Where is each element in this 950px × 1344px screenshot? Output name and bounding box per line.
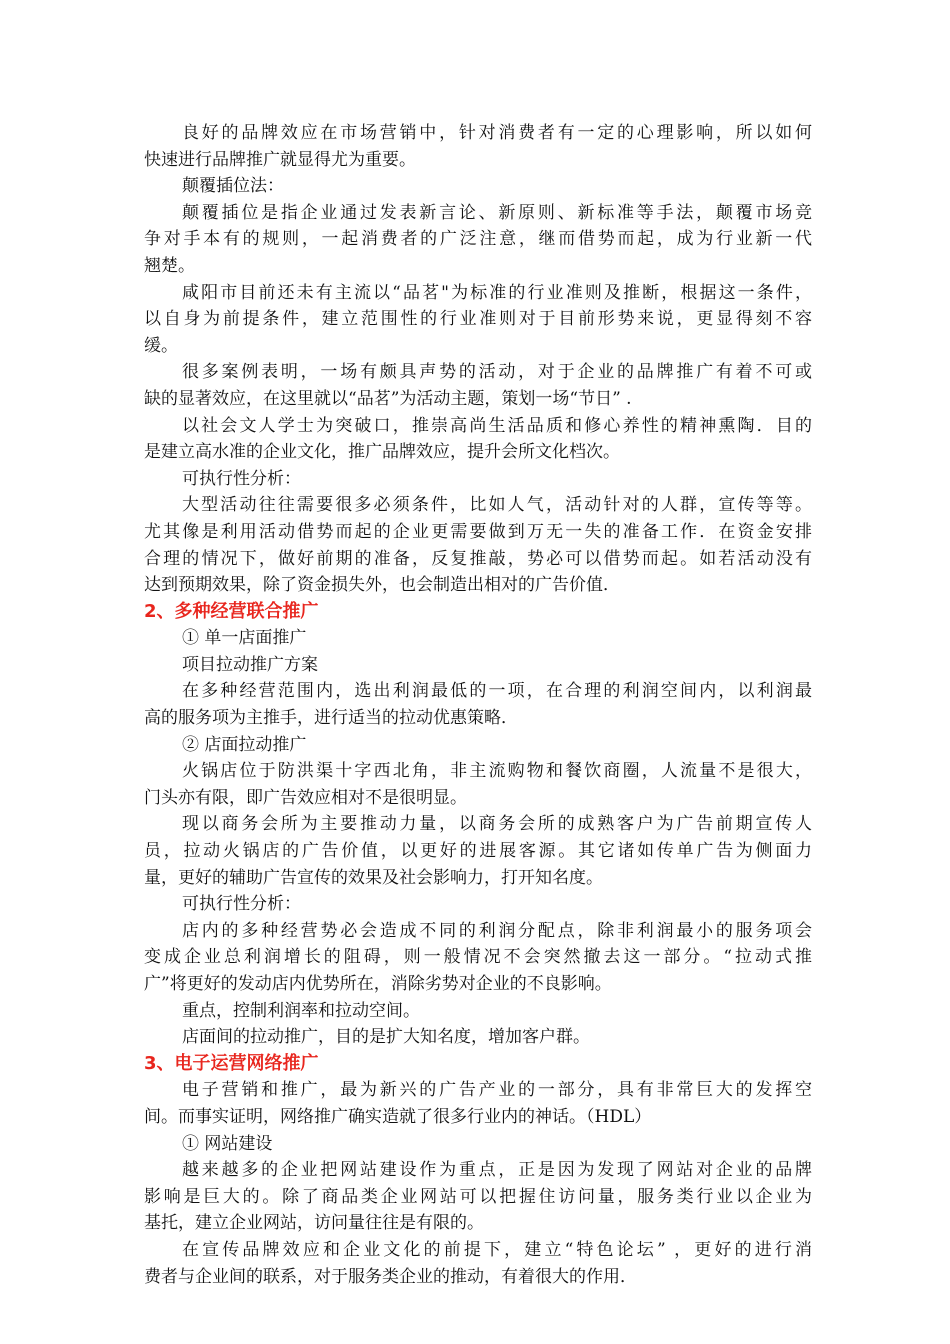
section-heading: 2、多种经营联合推广 xyxy=(144,600,319,622)
text-line: 费者与企业间的联系，对于服务类企业的推动，有着很大的作用． xyxy=(144,1266,637,1287)
text-line: 颠覆插位法： xyxy=(182,176,284,197)
text-line: ① 单一店面推广 xyxy=(182,628,307,649)
text-line: 大型活动往往需要很多必须条件，比如人气，活动针对的人群，宣传等等。 xyxy=(182,495,812,516)
text-line: 可执行性分析： xyxy=(182,894,301,915)
text-line: 店内的多种经营势必会造成不同的利润分配点，除非利润最小的服务项会 xyxy=(182,920,812,941)
text-line: 在多种经营范围内，选出利润最低的一项，在合理的利润空间内，以利润最 xyxy=(182,681,812,702)
text-line: 现以商务会所为主要推动力量，以商务会所的成熟客户为广告前期宣传人 xyxy=(182,814,812,835)
text-line: 火锅店位于防洪渠十字西北角，非主流购物和餐饮商圈，人流量不是很大， xyxy=(182,761,812,782)
text-line: 是建立高水准的企业文化，推广品牌效应，提升会所文化档次。 xyxy=(144,442,620,463)
text-line: 量，更好的辅助广告宣传的效果及社会影响力，打开知名度。 xyxy=(144,867,603,888)
text-line: 咸阳市目前还未有主流以“品茗"为标准的行业准则及推断，根据这一条件， xyxy=(182,282,812,303)
text-line: 达到预期效果，除了资金损失外，也会制造出相对的广告价值． xyxy=(144,575,620,596)
text-line: 店面间的拉动推广，目的是扩大知名度，增加客户群。 xyxy=(182,1027,590,1048)
text-line: ② 店面拉动推广 xyxy=(182,734,307,755)
text-line: 缓。 xyxy=(144,335,178,356)
text-line: 争对手本有的规则，一起消费者的广泛注意，继而借势而起，成为行业新一代 xyxy=(144,229,812,250)
text-line: 基托，建立企业网站，访问量往往是有限的。 xyxy=(144,1213,484,1234)
text-line: 良好的品牌效应在市场营销中，针对消费者有一定的心理影响，所以如何 xyxy=(182,123,812,143)
text-line: 电子营销和推广，最为新兴的广告产业的一部分，具有非常巨大的发挥空 xyxy=(182,1080,812,1101)
text-line: 以社会文人学士为突破口，推崇高尚生活品质和修心养性的精神熏陶．目的 xyxy=(182,415,812,436)
text-line: 广”将更好的发动店内优势所在，消除劣势对企业的不良影响。 xyxy=(144,974,612,994)
text-line: 颠覆插位是指企业通过发表新言论、新原则、新标准等手法，颠覆市场竞 xyxy=(182,202,812,223)
text-line: 在宣传品牌效应和企业文化的前提下，建立“特色论坛” ，更好的进行消 xyxy=(182,1239,812,1260)
text-line: 快速进行品牌推广就显得尤为重要。 xyxy=(144,149,416,170)
text-line: 以自身为前提条件，建立范围性的行业准则对于目前形势来说，更显得刻不容 xyxy=(144,309,812,330)
text-line: 员，拉动火锅店的广告价值，以更好的进展客源。其它诸如传单广告为侧面力 xyxy=(144,841,812,862)
text-line: 门头亦有限，即广告效应相对不是很明显。 xyxy=(144,787,467,808)
text-line: 很多案例表明，一场有颇具声势的活动，对于企业的品牌推广有着不可或 xyxy=(182,362,812,383)
text-line: 变成企业总利润增长的阻碍，则一般情况不会突然撤去这一部分。“拉动式推 xyxy=(144,947,812,968)
text-line: 合理的情况下，做好前期的准备，反复推敲，势必可以借势而起。如若活动没有 xyxy=(144,548,812,569)
document-body xyxy=(144,120,812,1290)
text-line: 越来越多的企业把网站建设作为重点，正是因为发现了网站对企业的品牌 xyxy=(182,1160,812,1181)
section-heading: 3、电子运营网络推广 xyxy=(144,1052,319,1074)
text-line: 翘楚。 xyxy=(144,255,195,276)
text-line: 重点，控制利润率和拉动空间。 xyxy=(182,1000,420,1021)
text-line: 尤其像是利用活动借势而起的企业更需要做到万无一失的准备工作．在资金安排 xyxy=(144,521,812,542)
text-line: 高的服务项为主推手，进行适当的拉动优惠策略． xyxy=(144,708,518,729)
text-line: 间。而事实证明，网络推广确实造就了很多行业内的神话。（HDL） xyxy=(144,1106,652,1127)
text-line: ① 网站建设 xyxy=(182,1133,273,1154)
text-line: 可执行性分析： xyxy=(182,468,301,489)
text-line: 缺的显著效应，在这里就以“品茗”为活动主题，策划一场“节日” . xyxy=(144,388,632,409)
text-line: 项目拉动推广方案 xyxy=(182,654,318,675)
text-line: 影响是巨大的。除了商品类企业网站可以把握住访问量，服务类行业以企业为 xyxy=(144,1186,812,1207)
